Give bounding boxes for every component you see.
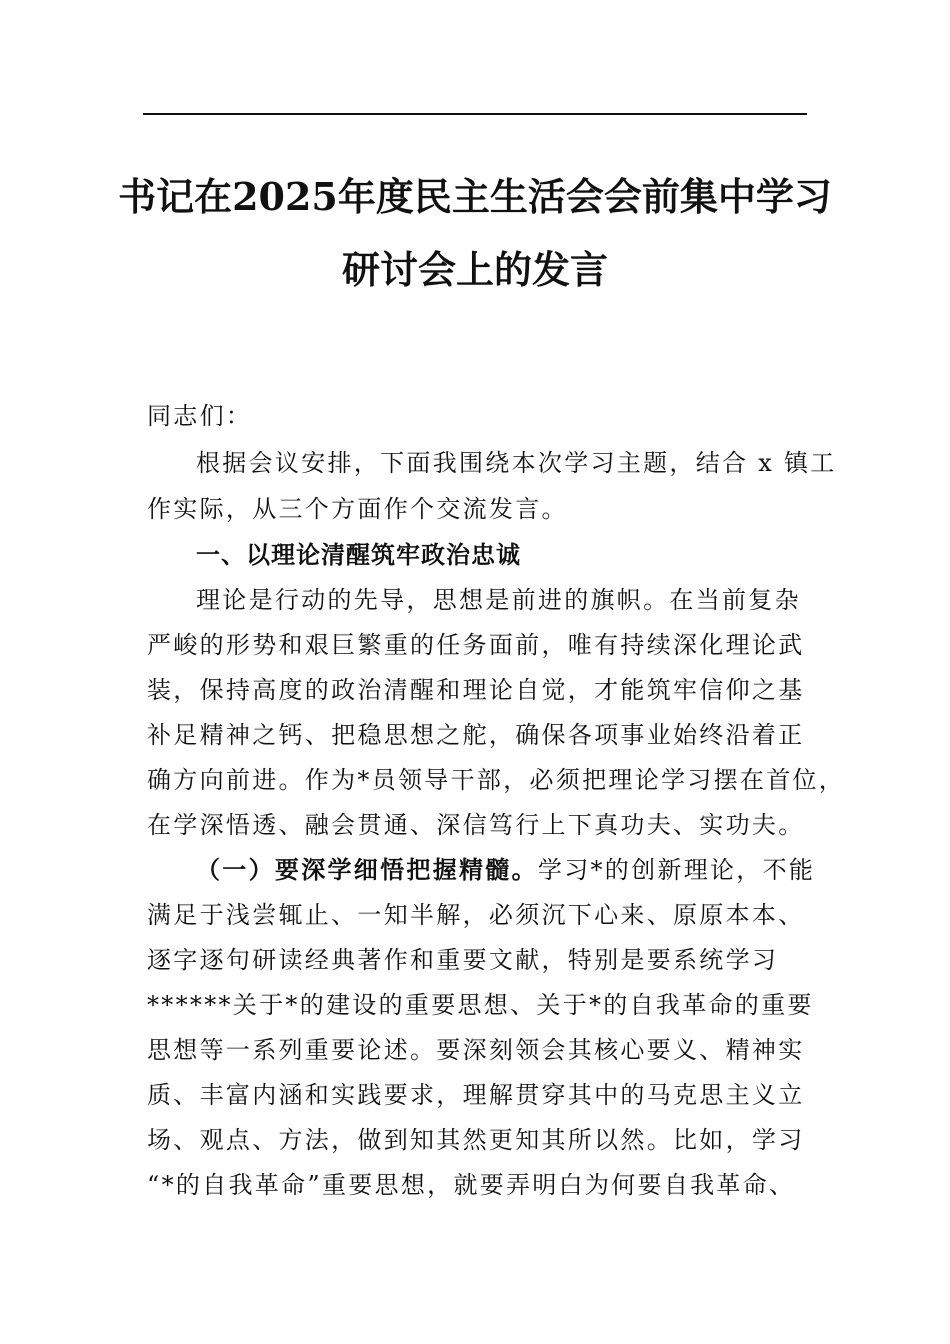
- intro-line: 根据会议安排，下面我围绕本次学习主题，结合 x 镇工: [196, 449, 837, 477]
- subsection-lead: （一）要深学细悟把握精髓。: [196, 855, 538, 884]
- subsection-first-rest: 学习*的创新理论，不能: [537, 856, 816, 884]
- paragraph-line: 理论是行动的先导，思想是前进的旗帜。在当前复杂: [196, 586, 801, 614]
- intro-line: 作实际，从三个方面作个交流发言。: [147, 495, 568, 523]
- document-title-line-2: 研讨会上的发言: [341, 247, 608, 292]
- salutation: 同志们：: [147, 402, 253, 430]
- document-title-line-1: 书记在2025年度民主生活会会前集中学习: [118, 174, 832, 219]
- paragraph-line: 装，保持高度的政治清醒和理论自觉，才能筑牢信仰之基: [147, 676, 805, 704]
- paragraph-line: 场、观点、方法，做到知其然更知其所以然。比如，学习: [147, 1126, 805, 1154]
- paragraph-line: 严峻的形势和艰巨繁重的任务面前，唯有持续深化理论武: [147, 631, 805, 659]
- paragraph-line: 思想等一系列重要论述。要深刻领会其核心要义、精神实: [147, 1036, 805, 1064]
- paragraph-line: 在学深悟透、融会贯通、深信笃行上下真功夫、实功夫。: [147, 811, 805, 839]
- section-heading: 一、以理论清醒筑牢政治忠诚: [196, 541, 521, 569]
- paragraph-line: 确方向前进。作为*员领导干部，必须把理论学习摆在首位，: [147, 766, 846, 794]
- paragraph-line: 逐字逐句研读经典著作和重要文献，特别是要系统学习: [147, 946, 779, 974]
- paragraph-line: ******关于*的建设的重要思想、关于*的自我革命的重要: [147, 991, 814, 1019]
- subsection-first-line: [196, 855, 815, 885]
- header-rule: [143, 113, 807, 115]
- paragraph-line: 满足于浅尝辄止、一知半解，必须沉下心来、原原本本、: [147, 901, 805, 929]
- paragraph-line: 补足精神之钙、把稳思想之舵，确保各项事业始终沿着正: [147, 721, 805, 749]
- paragraph-line: “*的自我革命”重要思想，就要弄明白为何要自我革命、: [147, 1171, 796, 1199]
- paragraph-line: 质、丰富内涵和实践要求，理解贯穿其中的马克思主义立: [147, 1081, 805, 1109]
